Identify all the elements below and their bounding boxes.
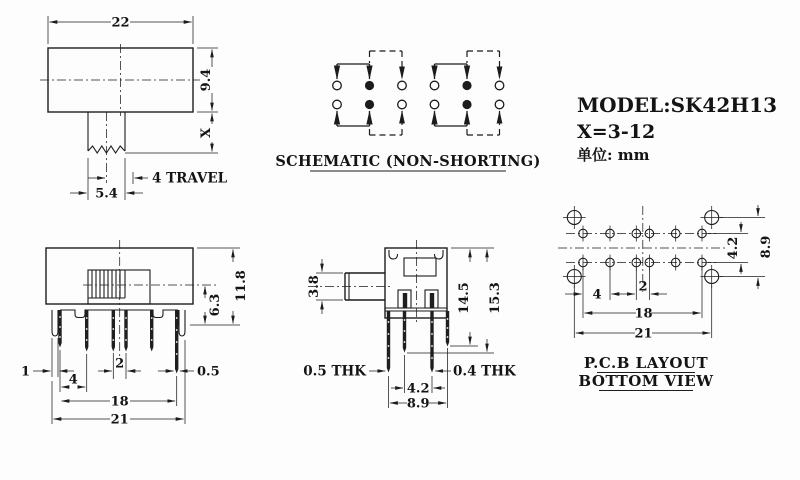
contact-open: [398, 100, 407, 109]
schematic-pole-group-2: [430, 51, 504, 135]
dim-span: 8.9: [406, 396, 430, 412]
dim-travel: 4 TRAVEL: [152, 170, 228, 187]
front-view: [21, 240, 249, 428]
dim-pitch: 4.2: [406, 381, 430, 397]
dim-height: 11.8: [234, 270, 249, 302]
unit-label: 单位: mm: [577, 146, 650, 164]
top-view: [40, 16, 228, 202]
pcb-subtitle: BOTTOM VIEW: [578, 372, 714, 390]
pcb-title: P.C.B LAYOUT: [583, 354, 709, 372]
dim-thk-right: 0.4 THK: [453, 363, 516, 380]
dim-ear: 1: [20, 364, 30, 380]
contact-common: [365, 81, 374, 90]
dim-width: 22: [111, 15, 130, 31]
dim-span: 18: [634, 306, 653, 322]
front-view-dimensions: [21, 248, 249, 428]
side-view-pins: [387, 311, 449, 373]
dim-span: 18: [110, 394, 129, 410]
dim-stem: 3.8: [307, 275, 322, 298]
top-view-geometry: [40, 44, 218, 183]
dim-pitch2: 2: [638, 279, 648, 295]
dim-row-gap: 4.2: [726, 236, 741, 260]
dim-pitch4: 4: [592, 287, 602, 303]
schematic-title: SCHEMATIC (NON-SHORTING): [275, 153, 541, 170]
info-block: [577, 93, 777, 164]
dim-h2: 15.3: [488, 282, 503, 314]
model-label: MODEL:SK42H13: [577, 93, 777, 117]
contact-open: [333, 100, 342, 109]
side-view-dimensions: [303, 248, 517, 412]
dim-knob: 6.3: [208, 293, 223, 317]
front-view-geometry: [46, 240, 218, 374]
pcb-view-dimensions: [565, 205, 774, 342]
top-view-dimensions: [48, 16, 228, 202]
pcb-view: [558, 205, 774, 391]
schematic: [275, 51, 540, 171]
dim-stem-x: X: [199, 127, 214, 139]
dim-thk-left: 0.5 THK: [303, 363, 366, 380]
contact-open: [398, 81, 407, 90]
x-range-label: X=3-12: [577, 121, 656, 143]
dim-stem-width: 5.4: [95, 186, 118, 202]
dim-overall: 21: [634, 326, 653, 342]
dim-hole-gap: 8.9: [759, 235, 774, 259]
dim-pitch4: 4: [68, 372, 78, 388]
dim-overall: 21: [110, 412, 129, 428]
contact-open: [333, 81, 342, 90]
contact-common: [365, 100, 374, 109]
dim-h1: 14.5: [457, 282, 472, 314]
schematic-pole-group: [333, 51, 407, 135]
dim-height: 9.4: [199, 68, 214, 92]
side-view: [303, 240, 517, 412]
dim-pitch2: 2: [115, 356, 125, 372]
dim-pin: 0.5: [197, 364, 220, 380]
